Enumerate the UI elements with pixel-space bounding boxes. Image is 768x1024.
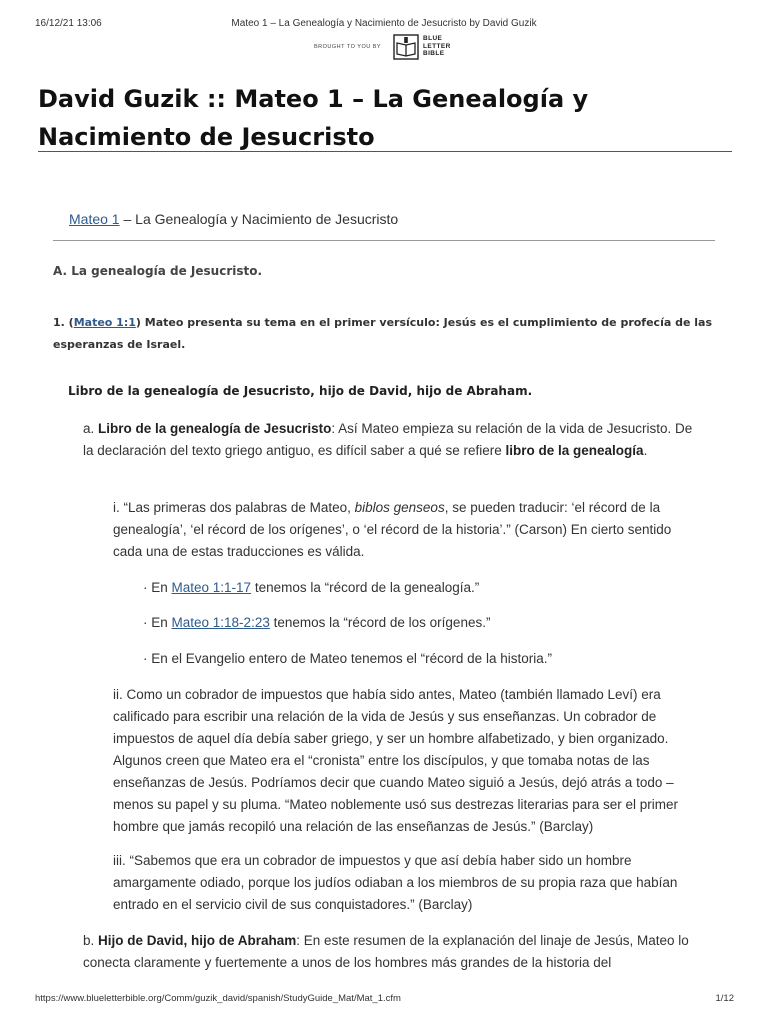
- logo-wordmark-line: LETTER: [423, 42, 451, 50]
- paragraph-a: [83, 418, 703, 462]
- bullet-prefix: · En: [143, 580, 172, 595]
- logo-wordmark: [423, 35, 463, 58]
- paragraph-ii: ii. Como un cobrador de impuestos que había sido antes, Mateo (también llamado Leví) era calificado para escribir una relación de la vida de Jesús y sus enseñanzas. Un cobrador de impuestos de aquel día debía saber griego, y ser un hombre alfabetizado, y bien organizado. Algunos creen que Mateo era el “cronista” entre los discípulos, y que tomaba notas de las enseñanzas de Jesús. Podríamos decir que cuando Mateo siguió a Jesús, dejó atrás a todo – menos su papel y su pluma. “Mateo noblemente usó sus destrezas literarias para ser el primer hombre que jamás recopiló una relación de las enseñanzas de Jesús.” (Barclay): [113, 687, 679, 834]
- paragraph-iii: iii. “Sabemos que era un cobrador de impuestos y que así debía haber sido un hombre amargamente odiado, porque los judíos odiaban a los miembros de su propia raza que habían entrado en el servicio civil de sus conquistadores.” (Barclay): [113, 853, 678, 912]
- page-title: David Guzik :: Mateo 1 – La Genealogía y Nacimiento de Jesucristo: [38, 85, 589, 151]
- paragraph-b-label: b.: [83, 933, 99, 948]
- bullet-text: · En el Evangelio entero de Mateo tenemos el “récord de la historia.”: [143, 651, 552, 666]
- scripture-verse: Libro de la genealogía de Jesucristo, hijo de David, hijo de Abraham.: [68, 384, 533, 398]
- section-heading: A. La genealogía de Jesucristo.: [53, 264, 263, 278]
- bullet-item: [143, 648, 552, 670]
- paragraph-a-label: a.: [83, 421, 99, 436]
- title-divider: [38, 151, 732, 152]
- bullet-text: tenemos la “récord de los orígenes.”: [269, 615, 491, 630]
- paragraph-a-text-2: .: [643, 443, 648, 458]
- print-header: [0, 14, 768, 30]
- paragraph-i-text-1: i. “Las primeras dos palabras de Mateo,: [113, 500, 355, 515]
- paragraph-b-bold: Hijo de David, hijo de Abraham: [98, 933, 297, 948]
- print-doc-title: Mateo 1 – La Genealogía y Nacimiento de Jesucristo by David Guzik: [231, 18, 537, 29]
- paragraph-a-bold-2: libro de la genealogía: [505, 443, 644, 458]
- breadcrumb-divider: [53, 240, 715, 241]
- print-footer: [0, 993, 768, 1007]
- breadcrumb: [69, 211, 398, 227]
- paragraph-a-bold-1: Libro de la genealogía de Jesucristo: [98, 421, 332, 436]
- paragraph-a-text-1: : Así Mateo empieza su relación de la vida de Jesucristo. De la declaración del texto griego antiguo, es difícil saber a qué se refiere: [83, 421, 693, 458]
- ref-link-mateo-1-1[interactable]: Mateo 1:1: [73, 316, 136, 329]
- page-counter: 1/12: [715, 993, 734, 1004]
- paragraph-i-text-2: , se pueden traducir: ‘el récord de la genealogía’, ‘el récord de los orígenes’, o ‘el récord de la historia’.” (Carson) En cierto sentido cada una de estas traducciones es válida.: [113, 500, 672, 559]
- bullet-text: tenemos la “récord de la genealogía.”: [251, 580, 480, 595]
- print-url: https://www.blueletterbible.org/Comm/guzik_david/spanish/StudyGuide_Mat/Mat_1.cfm: [35, 993, 401, 1004]
- point-1-prefix: 1. (: [53, 316, 74, 329]
- point-1: [53, 312, 718, 356]
- logo-wordmark-line: BIBLE: [423, 50, 445, 57]
- bullet-item: [143, 577, 479, 599]
- logo-wordmark-line: BLUE: [423, 35, 443, 42]
- paragraph-i-italic: biblos genseos: [354, 500, 445, 515]
- paragraph-b-text: : En este resumen de la explanación del linaje de Jesús, Mateo lo conecta claramente y fuertemente a unos de los hombres más grandes de la historia del: [83, 933, 689, 970]
- breadcrumb-link-mateo-1[interactable]: Mateo 1: [69, 211, 120, 227]
- paragraph-i: [113, 497, 703, 563]
- ref-link-mateo-1-18-2-23[interactable]: Mateo 1:18-2:23: [171, 615, 270, 630]
- ref-link-mateo-1-1-17[interactable]: Mateo 1:1-17: [171, 580, 252, 595]
- breadcrumb-rest: – La Genealogía y Nacimiento de Jesucristo: [119, 211, 399, 227]
- print-datetime: 16/12/21 13:06: [35, 18, 102, 29]
- point-1-text: ) Mateo presenta su tema en el primer versículo: Jesús es el cumplimiento de profecía de las esperanzas de Israel.: [53, 316, 712, 351]
- book-icon: [393, 34, 419, 60]
- logo-tagline: BROUGHT TO YOU BY: [314, 44, 382, 50]
- bullet-item: [143, 612, 490, 634]
- bullet-prefix: · En: [143, 615, 172, 630]
- paragraph-b: [83, 930, 708, 974]
